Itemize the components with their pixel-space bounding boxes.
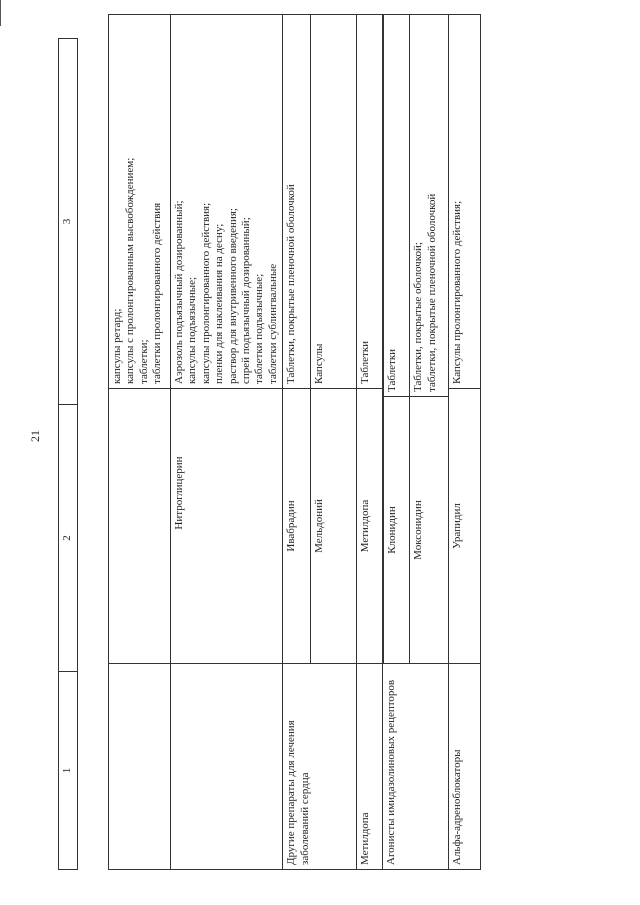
- dosage-form: Таблетки: [359, 340, 372, 384]
- dosage-form: Капсулы пролонгированного действия;: [450, 200, 463, 384]
- dosage-forms-cell: [410, 15, 448, 397]
- dosage-form: раствор для внутривенного введения;: [226, 208, 239, 384]
- group-cell: Метилдопа: [357, 664, 383, 870]
- dosage-form: Капсулы: [313, 343, 326, 384]
- group-cell: Агонисты имидазолиновых рецепторов: [383, 664, 449, 870]
- drug-name-cell: Урапидил: [448, 389, 480, 664]
- table-row: [384, 15, 410, 663]
- column-header-1: 1: [59, 672, 78, 870]
- dosage-forms-cell: [384, 15, 410, 397]
- table-row: [448, 15, 480, 870]
- table-row: [357, 15, 383, 870]
- dosage-form: таблетки пролонгированного действия: [151, 202, 164, 384]
- dosage-forms-cell: [109, 15, 171, 389]
- dosage-form: таблетки, покрытые пленочной оболочкой: [425, 193, 438, 392]
- drug-table: [108, 14, 481, 870]
- group-cell: Альфа-адреноблокаторы: [448, 664, 480, 870]
- drug-subrows: [383, 15, 448, 663]
- dosage-form: спрей подъязычный дозированный;: [240, 217, 253, 384]
- table-row: [383, 15, 449, 870]
- rotated-page-content: [58, 42, 590, 870]
- column-header-3: 3: [59, 39, 78, 405]
- dosage-forms-cell: [171, 15, 283, 389]
- dosage-forms-cell: [357, 15, 383, 389]
- dosage-form: таблетки;: [137, 339, 150, 384]
- drug-name-cell: Мельдоний: [311, 389, 357, 664]
- dosage-forms-cell: [283, 15, 311, 389]
- dosage-form: капсулы пролонгированного действия;: [199, 202, 212, 384]
- dosage-form: капсулы подъязычные;: [186, 276, 199, 384]
- group-cell: [171, 664, 283, 870]
- group-cell: [109, 664, 171, 870]
- drug-name-cell: [109, 389, 171, 664]
- page-edge-mark: [0, 0, 7, 26]
- drug-name-cell: Моксонидин: [410, 397, 448, 664]
- drug-name-cell: Ивабрадин: [283, 389, 311, 664]
- group-cell: Другие препараты для лечения заболеваний сердца: [283, 664, 357, 870]
- table-row: [410, 15, 448, 663]
- dosage-form: Таблетки, покрытые пленочной оболочкой: [285, 184, 298, 384]
- dosage-form: таблетки сублингвальные: [266, 263, 279, 384]
- dosage-form: капсулы с пролонгированным высвобождением;: [124, 157, 137, 384]
- dosage-form: таблетки подъязычные;: [253, 273, 266, 384]
- dosage-form: Таблетки, покрытые оболочкой;: [412, 242, 425, 392]
- table-row: [171, 15, 283, 870]
- drug-subrows-cell: [383, 15, 449, 664]
- dosage-forms-cell: [448, 15, 480, 389]
- drug-name-cell: Клонидин: [384, 397, 410, 664]
- column-number-header: [58, 38, 78, 870]
- table-row: [109, 15, 171, 870]
- dosage-form: пленки для наклеивания на десну;: [213, 223, 226, 384]
- dosage-form: капсулы ретард;: [111, 308, 123, 384]
- page-number: 21: [28, 430, 42, 442]
- drug-name-cell: Метилдопа: [357, 389, 383, 664]
- table-row: [283, 15, 311, 870]
- dosage-form: Аэрозоль подъязычный дозированный;: [173, 200, 185, 384]
- dosage-form: Таблетки: [386, 348, 399, 392]
- column-header-2: 2: [59, 405, 78, 672]
- dosage-forms-cell: [311, 15, 357, 389]
- drug-name-cell: Нитроглицерин: [171, 389, 283, 664]
